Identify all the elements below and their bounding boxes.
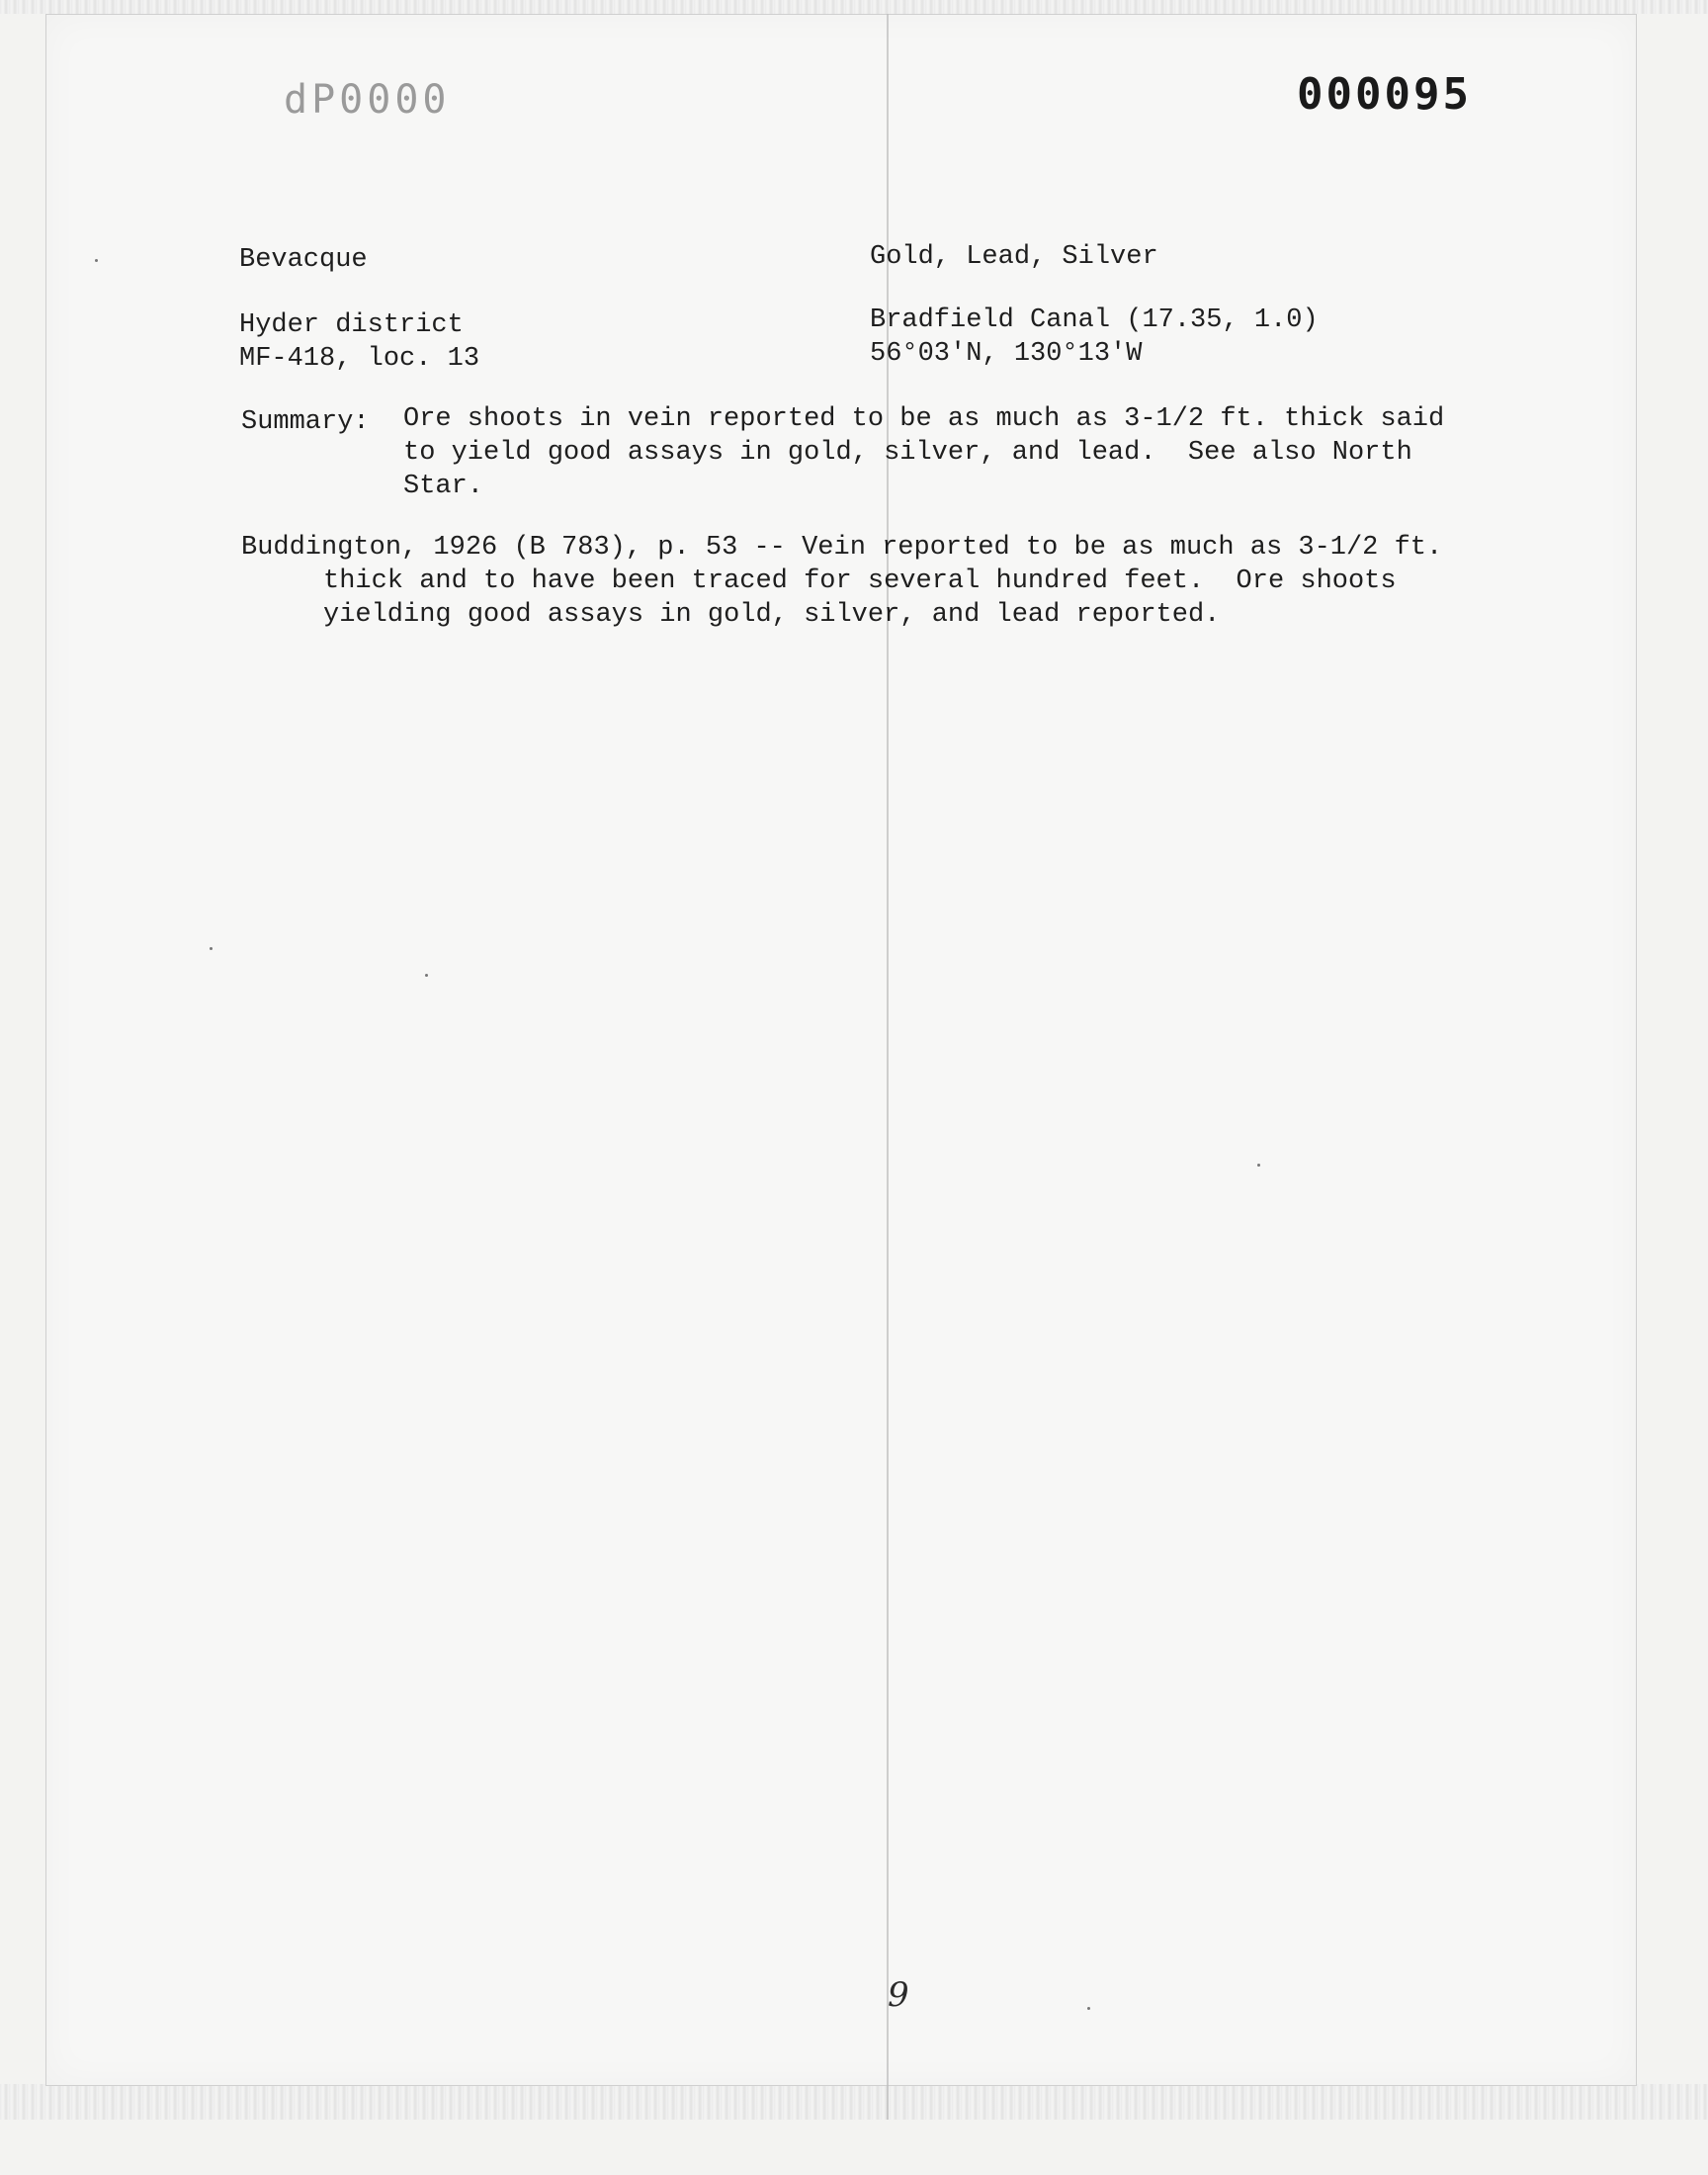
property-name: Bevacque xyxy=(239,245,368,275)
scan-speck xyxy=(1257,1164,1260,1167)
page-code-stamp: 000095 xyxy=(1297,69,1472,120)
map-reference: MF-418, loc. 13 xyxy=(239,344,480,374)
reference-line: yielding good assays in gold, silver, and lead reported. xyxy=(323,600,1221,630)
reference-line: thick and to have been traced for several hundred feet. Ore shoots xyxy=(323,566,1397,596)
district: Hyder district xyxy=(239,310,464,340)
coordinates: 56°03'N, 130°13'W xyxy=(870,339,1143,369)
scan-speck xyxy=(1087,2007,1090,2010)
scan-speck xyxy=(210,947,213,950)
summary-line: Ore shoots in vein reported to be as much as 3-1/2 ft. thick said xyxy=(403,404,1445,434)
summary-label: Summary: xyxy=(241,407,370,437)
document-id-stamp: dP0000 xyxy=(284,77,451,123)
summary-line: to yield good assays in gold, silver, and lead. See also North xyxy=(403,438,1412,468)
commodities: Gold, Lead, Silver xyxy=(870,242,1158,272)
reference-line: Buddington, 1926 (B 783), p. 53 -- Vein reported to be as much as 3-1/2 ft. xyxy=(241,533,1443,563)
scan-edge-bottom xyxy=(0,2084,1708,2120)
quadrangle: Bradfield Canal (17.35, 1.0) xyxy=(870,305,1319,335)
scan-edge-top xyxy=(0,0,1708,14)
scan-speck xyxy=(95,259,98,262)
page-number: 9 xyxy=(888,1975,909,2015)
summary-line: Star. xyxy=(403,472,484,501)
scan-speck xyxy=(425,974,428,977)
